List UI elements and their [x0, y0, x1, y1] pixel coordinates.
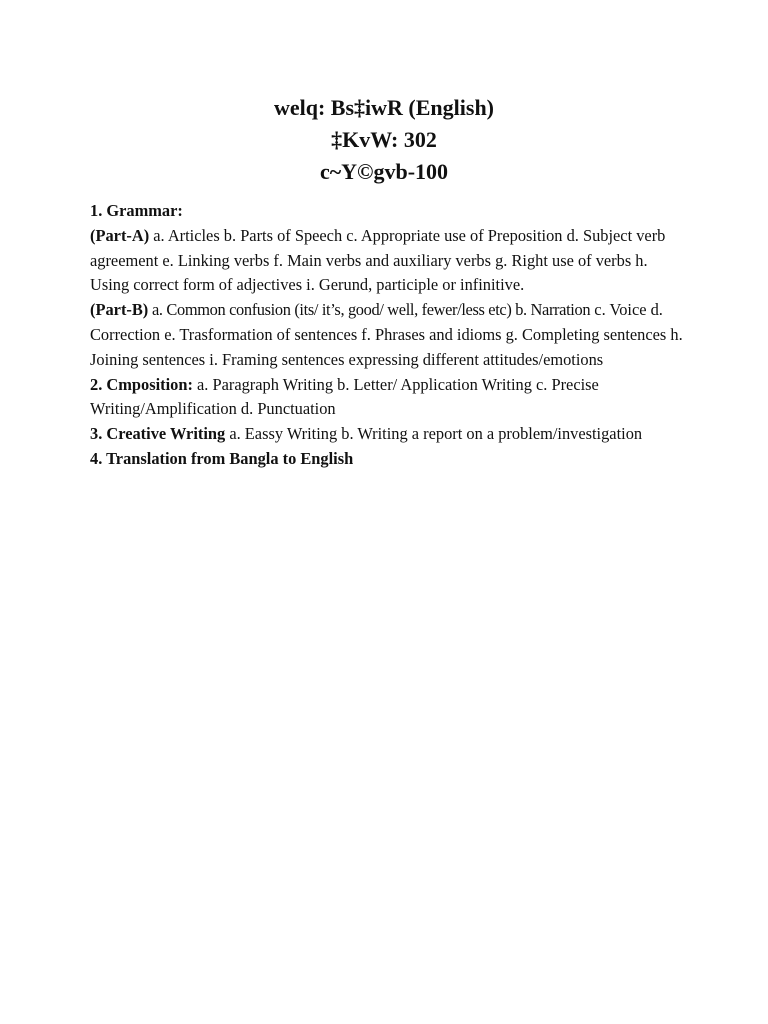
creative-writing-text: a. Eassy Writing b. Writing a report on a problem/investigation [225, 424, 643, 444]
syllabus-body [90, 199, 690, 472]
part-b-text: c. Voice d. Correction e. Trasformation of sentences f. Phrases and idioms g. Completing sentences h. Joining sentences i. Framing sentences expressing different attitudes/emotions [90, 300, 683, 369]
part-b-label: (Part-B) [90, 300, 149, 320]
part-a-text: a. Articles b. Parts of Speech c. Appropriate use of Preposition d. Subject verb agreement e. Linking verbs f. Main verbs and auxiliary verbs g. Right use of verbs h. Using correct form of adjectives i. Gerund, participle or infinitive. [90, 225, 666, 295]
creative-writing-label: 3. Creative Writing [90, 424, 226, 444]
grammar-heading: 1. Grammar: [90, 201, 183, 220]
subject-code: ‡KvW: 302 [331, 127, 437, 152]
part-a-label: (Part-A) [90, 225, 150, 245]
translation-section [90, 447, 690, 472]
document-header [0, 92, 768, 188]
composition-label: 2. Cmposition: [90, 374, 193, 394]
translation-label: 4. Translation from Bangla to English [90, 448, 354, 468]
full-marks: c~Y©gvb-100 [319, 159, 449, 184]
part-b-first-line: a. Common confusion (its/ it’s, good/ well, fewer/less etc) b. Narration [148, 300, 591, 320]
creative-writing-section [90, 422, 690, 447]
subject-title: welq: Bs‡iwR (English) [273, 95, 495, 120]
composition-section [90, 373, 690, 423]
grammar-part-b [90, 298, 690, 372]
grammar-part-a [90, 224, 690, 298]
composition-text: a. Paragraph Writing b. Letter/ Application Writing c. Precise Writing/Amplification d. Punctuation [90, 374, 599, 419]
